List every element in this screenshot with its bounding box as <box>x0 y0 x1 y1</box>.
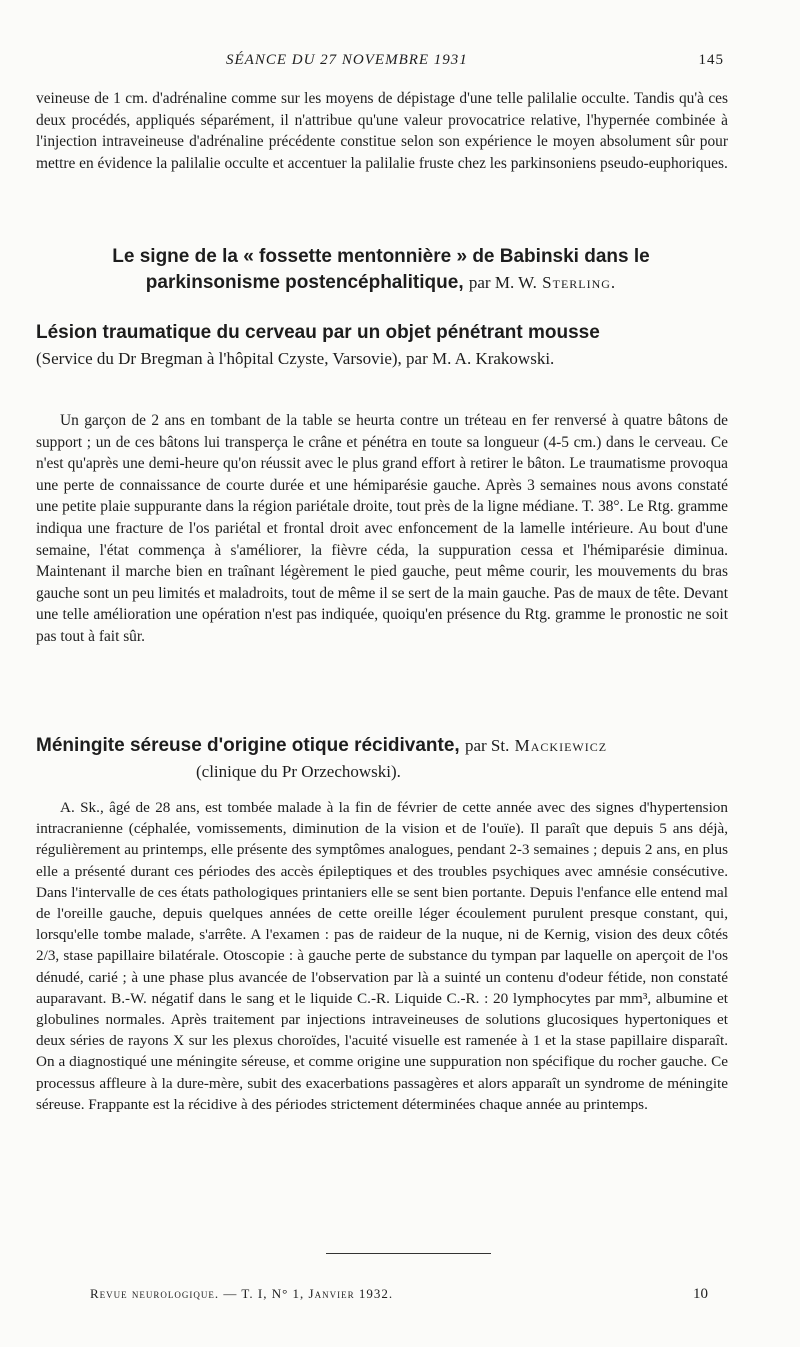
journal-reference: Revue neurologique. — T. I, N° 1, Janvier 1932. <box>90 1286 394 1301</box>
article-1-title: Le signe de la « fossette mentonnière » de Babinski dans le parkinsonisme postencéphalitique, <box>112 246 650 293</box>
intro-paragraph: veineuse de 1 cm. d'adrénaline comme sur les moyens de dépistage d'une telle palilalie occulte. Tandis qu'à ces deux procédés, appliqués séparément, il n'attribue qu'une valeur provocatrice relative, l'hypernée combinée à l'injection intraveineuse d'adrénaline précédente constitue selon son expérience le moyen absolument sûr pour mettre en évidence la palilalie occulte et accentuer la palilalie fruste chez les parkinsoniens pseudo-euphoriques. <box>36 90 728 172</box>
page-number: 145 <box>698 52 724 68</box>
article-2-byline: (Service du Dr Bregman à l'hôpital Czyste, Varsovie), par M. A. Krakowski. <box>36 349 555 368</box>
footer-divider <box>326 1253 491 1254</box>
sheet-number: 10 <box>693 1286 708 1302</box>
article-3-title: Méningite séreuse d'origine otique récidivante, <box>36 735 460 756</box>
running-title: SÉANCE DU 27 NOVEMBRE 1931 <box>226 52 468 68</box>
article-1-author: Sterling. <box>542 273 617 292</box>
article-1-byline-prefix: par M. W. <box>468 273 537 292</box>
article-3-byline-2: (clinique du Pr Orzechowski). <box>196 762 401 781</box>
article-3-body: A. Sk., âgé de 28 ans, est tombée malade à la fin de février de cette année avec des signes d'hypertension intracranienne (céphalée, vomissements, diminution de la vision et de l'ouïe). Il paraît que depuis 5 ans déjà, régulièrement au printemps, elle présente des symptômes analogues, pendant 2-3 semaines ; depuis 2 ans, en plus elle a présenté durant ces périodes des accès épileptiques et des troubles psychiques avec amnésie consécutive. Dans l'intervalle de ces états pathologiques printaniers elle se sent bien portante. Depuis l'enfance elle entend mal de l'oreille gauche, depuis quelques années de cette oreille léger écoulement purulent presque constant, qui, lorsqu'elle tombe malade, s'arrête. A l'examen : pas de raideur de la nuque, ni de Kernig, vision des deux côtés 2/3, stase papillaire bilatérale. Otoscopie : à gauche perte de substance du tympan par laquelle on aperçoit de l'os dénudé, carié ; à une phase plus avancée de l'observation par là a suinté un contenu d'odeur fétide, non constaté auparavant. B.-W. négatif dans le sang et le liquide C.-R. Liquide C.-R. : 20 lymphocytes par mm³, albumine et globulines normales. Après traitement par injections intraveineuses de solutions glucosiques hypertoniques et deux séries de rayons X sur les plexus choroïdes, l'acuité visuelle est ramenée à 1 et la stase papillaire disparaît. On a diagnostiqué une méningite séreuse, et comme origine une suppuration non spécifique du rocher gauche. Ce processus affleure à la dure-mère, subit des exacerbations passagères et alors apparaît un syndrome de méningite séreuse. Frappante est la récidive à des périodes strictement déterminées chaque année au printemps. <box>36 799 728 1113</box>
article-2-body: Un garçon de 2 ans en tombant de la table se heurta contre un tréteau en fer renversé à quatre bâtons de support ; un de ces bâtons lui transperça le crâne et pénétra en toute sa longueur (4-5 cm.) dans le cerveau. Ce n'est qu'après une demi-heure qu'on réussit avec le plus grand effort à retirer le bâton. Le traumatisme provoqua une perte de connaissance de courte durée et une hémiparésie gauche. Après 3 semaines nous avons constaté une petite plaie suppurante dans la région pariétale droite, tout près de la ligne médiane. T. 38°. Le Rtg. gramme indiqua une fracture de l'os pariétal et frontal droit avec enfoncement de la lamelle intérieure. Au bout d'une semaine, l'état commença à s'améliorer, la fièvre céda, la suppuration cessa et l'hémiparésie diminua. Maintenant il marche bien en traînant légèrement le pied gauche, peut même courir, les mouvements du bras gauche sont un peu limités et maladroits, tout de même il se sert de la main gauche. Pas de maux de tête. Devant une telle amélioration une opération n'est pas indiquée, quoiqu'en présence du Rtg. gramme le pronostic ne soit pas tout à fait sûr. <box>36 412 728 645</box>
article-3-heading <box>36 733 728 785</box>
article-1-heading <box>56 244 706 296</box>
article-3-author: Mackiewicz <box>514 736 608 755</box>
running-header <box>36 52 724 74</box>
article-2-heading <box>36 320 728 372</box>
page-footer <box>90 1286 708 1302</box>
article-3-byline-prefix: par St. <box>464 736 510 755</box>
article-2-title: Lésion traumatique du cerveau par un objet pénétrant mousse <box>36 322 600 343</box>
